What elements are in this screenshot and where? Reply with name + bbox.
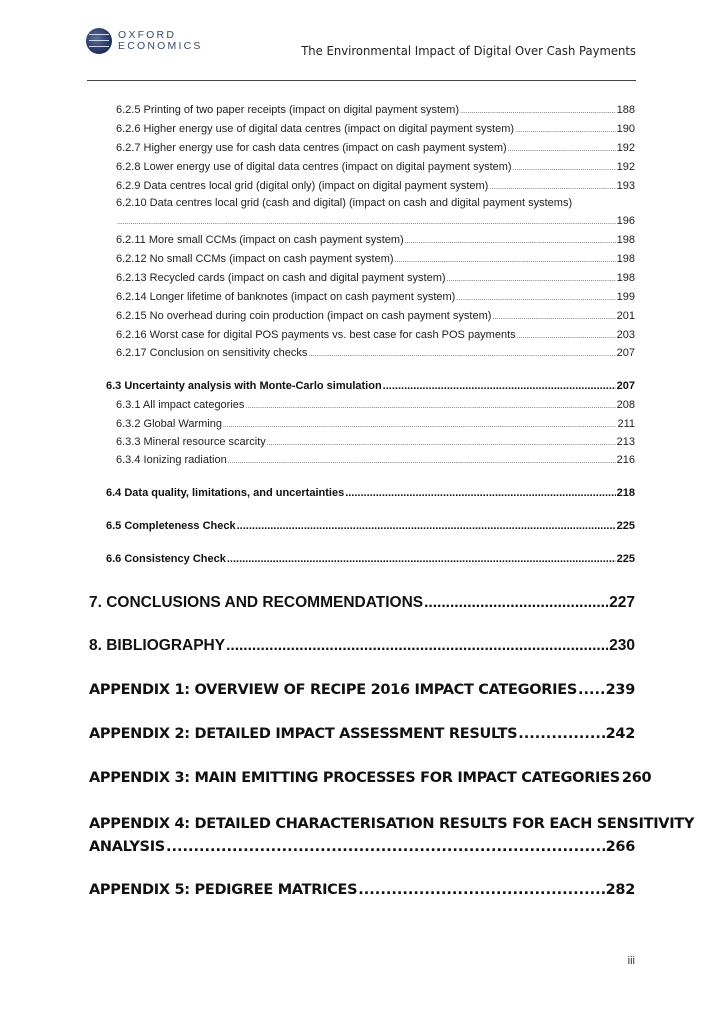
toc-entry-title: 6.2.7 Higher energy use for cash data centres (impact on cash payment system): [116, 142, 507, 154]
toc-entry[interactable]: [116, 418, 635, 430]
toc-entry[interactable]: [106, 520, 635, 532]
toc-entry-page: 216: [616, 454, 635, 466]
toc-entry[interactable]: [116, 310, 635, 322]
toc-entry-page: 282: [605, 882, 635, 898]
toc-entry-title: 6.2.16 Worst case for digital POS payments vs. best case for cash POS payments: [116, 329, 516, 341]
toc-entry[interactable]: [116, 347, 635, 359]
dot-leader: [228, 458, 616, 465]
toc-entry[interactable]: [89, 882, 635, 898]
toc-entry[interactable]: [116, 399, 635, 411]
toc-entry-title: APPENDIX 2: DETAILED IMPACT ASSESSMENT RESULTS: [89, 726, 518, 742]
dot-leader: [223, 422, 616, 429]
dot-leader: [424, 594, 608, 612]
toc-entry[interactable]: [106, 553, 635, 565]
dot-leader: [237, 520, 616, 532]
toc-entry-page: 218: [616, 487, 635, 499]
toc-entry-title: 6.2.13 Recycled cards (impact on cash and digital payment system): [116, 272, 446, 284]
dot-leader: [226, 637, 608, 655]
toc-entry-title: 6.2.14 Longer lifetime of banknotes (impact on cash payment system): [116, 291, 456, 303]
dot-leader: [166, 839, 605, 855]
toc-entry-title-line[interactable]: APPENDIX 4: DETAILED CHARACTERISATION RESULTS FOR EACH SENSITIVITY: [89, 816, 695, 832]
dot-leader: [308, 351, 615, 358]
toc-entry-title: ANALYSIS: [89, 839, 165, 855]
toc-entry-title: APPENDIX 1: OVERVIEW OF RECIPE 2016 IMPACT CATEGORIES: [89, 682, 577, 698]
dot-leader: [245, 403, 615, 410]
page-number: iii: [627, 955, 635, 967]
toc-entry-title: 6.5 Completeness Check: [106, 520, 236, 532]
toc-entry[interactable]: [106, 380, 635, 392]
toc-entry-page: 260: [621, 770, 652, 786]
toc-entry[interactable]: [116, 123, 635, 135]
toc-entry-page: 242: [605, 726, 635, 742]
toc-entry-title: 6.3.3 Mineral resource scarcity: [116, 436, 266, 448]
toc-entry[interactable]: [116, 234, 635, 246]
toc-entry[interactable]: [89, 770, 652, 786]
toc-entry[interactable]: [116, 142, 635, 154]
dot-leader: [117, 219, 616, 226]
dot-leader: [489, 184, 615, 191]
toc-entry-page: 225: [616, 553, 635, 565]
toc-entry-page: 192: [616, 142, 635, 154]
toc-entry[interactable]: [116, 215, 635, 227]
toc-entry-page: 208: [616, 399, 635, 411]
dot-leader: [515, 127, 616, 134]
toc-entry-title-line[interactable]: 6.2.10 Data centres local grid (cash and digital) (impact on cash and digital payment systems): [116, 197, 573, 209]
toc-entry-page: 193: [616, 180, 635, 192]
dot-leader: [267, 440, 616, 447]
toc-entry-title: 7. CONCLUSIONS AND RECOMMENDATIONS: [89, 594, 424, 611]
dot-leader: [447, 276, 616, 283]
toc-entry[interactable]: [106, 487, 635, 499]
logo-line-2: ECONOMICS: [118, 40, 203, 52]
toc-entry-title: 6.2.9 Data centres local grid (digital only) (impact on digital payment system): [116, 180, 489, 192]
toc-entry[interactable]: [116, 291, 635, 303]
toc-entry[interactable]: [116, 104, 635, 116]
toc-entry-title: APPENDIX 5: PEDIGREE MATRICES: [89, 882, 358, 898]
toc-entry-title: 6.3.2 Global Warming: [116, 418, 222, 430]
toc-entry-title: 6.2.5 Printing of two paper receipts (impact on digital payment system): [116, 104, 459, 116]
toc-entry[interactable]: [116, 329, 635, 341]
toc-entry-page: 198: [616, 234, 635, 246]
toc-entry[interactable]: [89, 839, 635, 855]
toc-entry-page: 196: [616, 215, 635, 227]
header-divider: [87, 80, 636, 81]
dot-leader: [358, 882, 604, 898]
toc-entry-title: 6.2.6 Higher energy use of digital data centres (impact on digital payment system): [116, 123, 515, 135]
toc-entry[interactable]: [116, 253, 635, 265]
toc-entry-title: 6.2.15 No overhead during coin production (impact on cash payment system): [116, 310, 492, 322]
toc-entry-title: 6.2.17 Conclusion on sensitivity checks: [116, 347, 308, 359]
dot-leader: [227, 553, 616, 565]
toc-entry[interactable]: [89, 637, 635, 655]
toc-entry-page: 266: [605, 839, 635, 855]
toc-entry[interactable]: [116, 180, 635, 192]
dot-leader: [383, 380, 616, 392]
globe-icon: [86, 28, 112, 54]
toc-entry-page: 227: [609, 594, 635, 611]
toc-entry[interactable]: [116, 436, 635, 448]
dot-leader: [405, 238, 616, 245]
toc-entry[interactable]: [116, 272, 635, 284]
toc-entry-title: 8. BIBLIOGRAPHY: [89, 637, 226, 654]
logo-line-1: OXFORD: [118, 29, 177, 41]
toc-entry-title: 6.4 Data quality, limitations, and uncertainties: [106, 487, 345, 499]
toc-entry-page: 207: [616, 347, 635, 359]
toc-entry-page: 201: [616, 310, 635, 322]
dot-leader: [345, 487, 615, 499]
dot-leader: [518, 726, 604, 742]
dot-leader: [492, 314, 615, 321]
toc-entry-title: 6.3 Uncertainty analysis with Monte-Carlo simulation: [106, 380, 382, 392]
toc-entry-page: 203: [616, 329, 635, 341]
toc-entry-page: 239: [605, 682, 635, 698]
document-title: The Environmental Impact of Digital Over Cash Payments: [301, 43, 636, 58]
toc-entry-title: 6.3.4 Ionizing radiation: [116, 454, 227, 466]
dot-leader: [460, 108, 616, 115]
toc-entry-page: 230: [609, 637, 635, 654]
toc-entry-title: APPENDIX 3: MAIN EMITTING PROCESSES FOR IMPACT CATEGORIES: [89, 770, 620, 786]
toc-entry-page: 190: [616, 123, 635, 135]
dot-leader: [578, 682, 605, 698]
dot-leader: [517, 333, 616, 340]
dot-leader: [513, 165, 616, 172]
toc-entry-title: 6.3.1 All impact categories: [116, 399, 245, 411]
toc-entry[interactable]: [89, 682, 635, 698]
toc-entry-page: 211: [617, 418, 635, 430]
toc-entry-page: 192: [616, 161, 635, 173]
toc-entry-title: 6.2.12 No small CCMs (impact on cash payment system): [116, 253, 394, 265]
toc-entry-title: 6.2.8 Lower energy use of digital data centres (impact on digital payment system): [116, 161, 512, 173]
oxford-economics-logo: [86, 28, 203, 54]
toc-entry[interactable]: [89, 726, 635, 742]
toc-entry[interactable]: [116, 454, 635, 466]
toc-entry-title: 6.6 Consistency Check: [106, 553, 226, 565]
dot-leader: [456, 295, 615, 302]
toc-entry-page: 198: [616, 253, 635, 265]
toc-entry-page: 213: [616, 436, 635, 448]
toc-entry-page: 207: [616, 380, 635, 392]
toc-entry[interactable]: [116, 161, 635, 173]
dot-leader: [395, 257, 616, 264]
toc-entry[interactable]: [89, 594, 635, 612]
toc-entry-page: 188: [616, 104, 635, 116]
dot-leader: [508, 146, 616, 153]
toc-entry-page: 199: [616, 291, 635, 303]
toc-entry-page: 225: [616, 520, 635, 532]
toc-entry-title: 6.2.11 More small CCMs (impact on cash payment system): [116, 234, 404, 246]
toc-entry-page: 198: [616, 272, 635, 284]
